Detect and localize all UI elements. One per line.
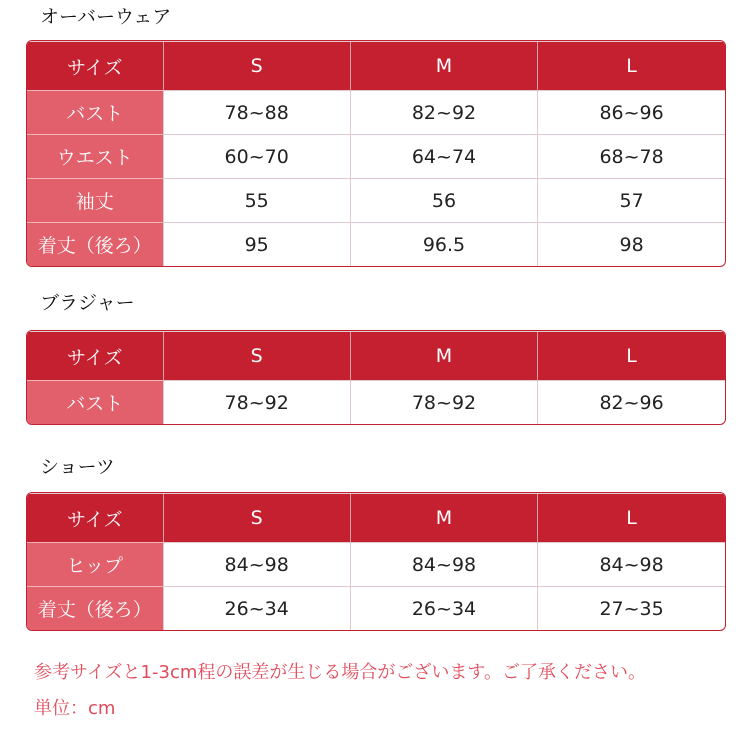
- table-cell: 82~92: [350, 91, 537, 135]
- table-cell: 98: [538, 223, 725, 267]
- table-cell: 84~98: [538, 543, 725, 587]
- table-cell: 26~34: [350, 587, 537, 631]
- table-row: [27, 223, 725, 267]
- section-title: ショーツ: [40, 456, 115, 478]
- table-row: [27, 135, 725, 179]
- row-label: ウエスト: [27, 135, 163, 179]
- row-label: 着丈（後ろ）: [27, 223, 163, 267]
- table-cell: 82~96: [538, 381, 725, 425]
- table-cell: 96.5: [350, 223, 537, 267]
- size-table: [26, 40, 726, 267]
- table-cell: 78~88: [163, 91, 350, 135]
- section-title: オーバーウェア: [40, 6, 172, 28]
- header-size-l: L: [538, 494, 725, 543]
- header-size-m: M: [350, 494, 537, 543]
- header-size-s: S: [163, 332, 350, 381]
- table-cell: 95: [163, 223, 350, 267]
- row-label: ヒップ: [27, 543, 163, 587]
- table-cell: 57: [538, 179, 725, 223]
- section-title: ブラジャー: [40, 292, 135, 314]
- row-label: バスト: [27, 381, 163, 425]
- row-label: 着丈（後ろ）: [27, 587, 163, 631]
- header-size-label: サイズ: [27, 332, 163, 381]
- header-size-s: S: [163, 42, 350, 91]
- table-cell: 78~92: [163, 381, 350, 425]
- table-header-row: [27, 42, 725, 91]
- table-cell: 26~34: [163, 587, 350, 631]
- row-label: バスト: [27, 91, 163, 135]
- table-cell: 86~96: [538, 91, 725, 135]
- table-row: [27, 587, 725, 631]
- table-cell: 60~70: [163, 135, 350, 179]
- table-cell: 56: [350, 179, 537, 223]
- table-header-row: [27, 332, 725, 381]
- header-size-m: M: [350, 42, 537, 91]
- table-header-row: [27, 494, 725, 543]
- table-cell: 68~78: [538, 135, 725, 179]
- table-cell: 64~74: [350, 135, 537, 179]
- table-row: [27, 381, 725, 425]
- table-row: [27, 91, 725, 135]
- table-cell: 55: [163, 179, 350, 223]
- unit-note: 単位：cm: [34, 698, 116, 719]
- table-row: [27, 179, 725, 223]
- header-size-m: M: [350, 332, 537, 381]
- disclaimer-note: 参考サイズと1-3cm程の誤差が生じる場合がございます。ご了承ください。: [34, 662, 646, 683]
- size-table: [26, 492, 726, 631]
- table-cell: 78~92: [350, 381, 537, 425]
- table-cell: 84~98: [163, 543, 350, 587]
- header-size-s: S: [163, 494, 350, 543]
- table-row: [27, 543, 725, 587]
- header-size-label: サイズ: [27, 494, 163, 543]
- header-size-label: サイズ: [27, 42, 163, 91]
- table-cell: 27~35: [538, 587, 725, 631]
- table-cell: 84~98: [350, 543, 537, 587]
- header-size-l: L: [538, 332, 725, 381]
- row-label: 袖丈: [27, 179, 163, 223]
- size-table: [26, 330, 726, 425]
- header-size-l: L: [538, 42, 725, 91]
